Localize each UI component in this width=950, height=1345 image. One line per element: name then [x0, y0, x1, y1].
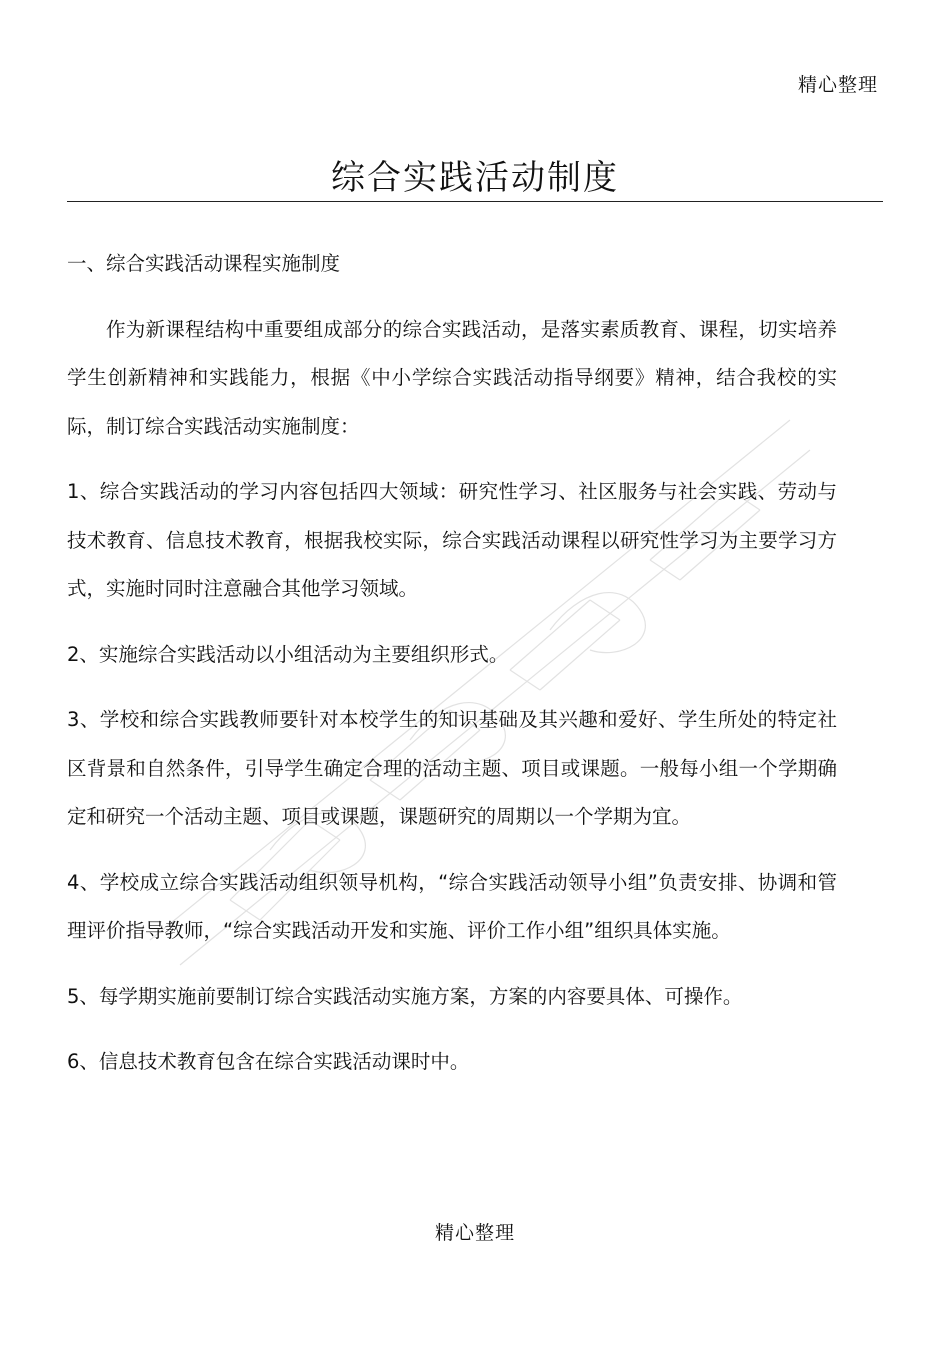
document-body: [67, 240, 837, 1104]
list-item-3: 3、学校和综合实践教师要针对本校学生的知识基础及其兴趣和爱好、学生所处的特定社区背景和自然条件，引导学生确定合理的活动主题、项目或课题。一般每小组一个学期确定和研究一个活动主题、项目或课题，课题研究的周期以一个学期为宜。: [67, 708, 837, 828]
list-item-4: 4、学校成立综合实践活动组织领导机构，“综合实践活动领导小组”负责安排、协调和管理评价指导教师，“综合实践活动开发和实施、评价工作小组”组织具体实施。: [67, 870, 837, 942]
list-item-1: 1、综合实践活动的学习内容包括四大领域：研究性学习、社区服务与社会实践、劳动与技术教育、信息技术教育，根据我校实际，综合实践活动课程以研究性学习为主要学习方式，实施时同时注意融合其他学习领域。: [67, 480, 837, 600]
page-footer-note: 精心整理: [434, 1222, 515, 1244]
document-title: 综合实践活动制度: [331, 158, 619, 198]
list-item-2: 2、实施综合实践活动以小组活动为主要组织形式。: [67, 642, 509, 666]
section-heading: 一、综合实践活动课程实施制度: [67, 252, 341, 275]
page-header-note: 精心整理: [797, 74, 878, 96]
list-item-6: 6、信息技术教育包含在综合实践活动课时中。: [67, 1050, 470, 1073]
title-underline: [67, 201, 883, 202]
intro-paragraph: 作为新课程结构中重要组成部分的综合实践活动，是落实素质教育、课程，切实培养学生创新精神和实践能力，根据《中小学综合实践活动指导纲要》精神，结合我校的实际，制订综合实践活动实施制度：: [67, 317, 837, 438]
list-item-5: 5、每学期实施前要制订综合实践活动实施方案，方案的内容要具体、可操作。: [67, 984, 743, 1008]
